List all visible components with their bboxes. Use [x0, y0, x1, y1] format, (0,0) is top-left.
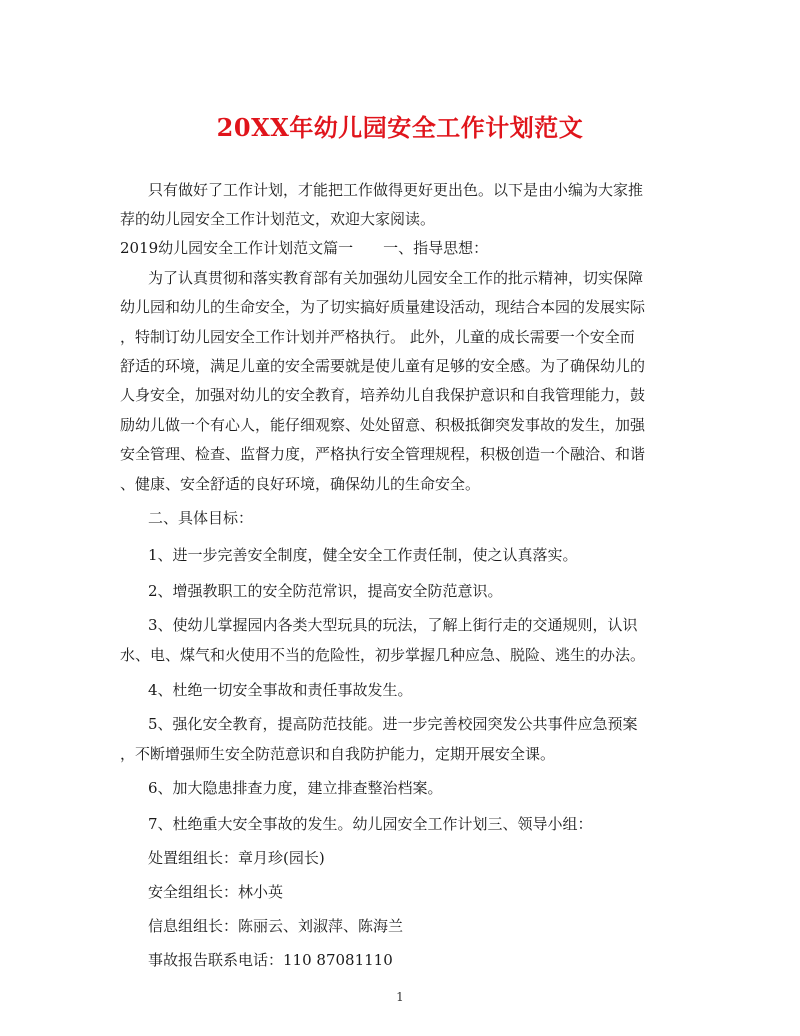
section-heading: 二、具体目标：: [148, 509, 254, 527]
paragraph-line: 舒适的环境，满足儿童的安全需要就是使儿童有足够的安全感。为了确保幼儿的: [120, 357, 646, 375]
list-item: 4、杜绝一切安全事故和责任事故发生。: [148, 681, 413, 699]
paragraph-line: 幼儿园和幼儿的生命安全，为了切实搞好质量建设活动，现结合本园的发展实际: [120, 298, 646, 316]
paragraph-line: 励幼儿做一个有心人，能仔细观察、处处留意、积极抵御突发事故的发生，加强: [120, 416, 646, 434]
document-title: 20XX年幼儿园安全工作计划范文: [216, 113, 584, 142]
paragraph-line: 只有做好了工作计划，才能把工作做得更好更出色。以下是由小编为大家推: [148, 181, 644, 199]
list-item: 1、进一步完善安全制度，健全安全工作责任制，使之认真落实。: [148, 546, 578, 564]
page-number: 1: [396, 990, 404, 1004]
list-item: 7、杜绝重大安全事故的发生。幼儿园安全工作计划三、领导小组：: [148, 815, 593, 833]
paragraph-line: 为了认真贯彻和落实教育部有关加强幼儿园安全工作的批示精神，切实保障: [148, 269, 644, 287]
paragraph-line: 人身安全，加强对幼儿的安全教育，培养幼儿自我保护意识和自我管理能力，鼓: [120, 386, 646, 404]
contact-line: 信息组组长：陈丽云、刘淑萍、陈海兰: [148, 917, 404, 935]
list-item: 3、使幼儿掌握园内各类大型玩具的玩法，了解上街行走的交通规则，认识: [148, 616, 638, 634]
contact-line: 处置组组长：章月珍(园长): [148, 849, 325, 867]
list-item-continued: ，不断增强师生安全防范意识和自我防护能力，定期开展安全课。: [120, 745, 556, 763]
list-item: 6、加大隐患排查力度，建立排查整治档案。: [148, 779, 443, 797]
contact-line: 安全组组长：林小英: [148, 883, 284, 901]
contact-line: 事故报告联系电话：110 87081110: [148, 951, 393, 969]
paragraph-line: 2019幼儿园安全工作计划范文篇一 一、指导思想：: [120, 239, 489, 257]
paragraph-line: ，特制订幼儿园安全工作计划并严格执行。 此外，儿童的成长需要一个安全而: [120, 328, 635, 346]
paragraph-line: 安全管理、检查、监督力度，严格执行安全管理规程，积极创造一个融洽、和谐: [120, 445, 646, 463]
paragraph-line: 荐的幼儿园安全工作计划范文，欢迎大家阅读。: [120, 210, 436, 228]
paragraph-line: 、健康、安全舒适的良好环境，确保幼儿的生命安全。: [120, 475, 481, 493]
list-item-continued: 水、电、煤气和火使用不当的危险性，初步掌握几种应急、脱险、逃生的办法。: [120, 646, 646, 664]
list-item: 5、强化安全教育，提高防范技能。进一步完善校园突发公共事件应急预案: [148, 715, 638, 733]
list-item: 2、增强教职工的安全防范常识，提高安全防范意识。: [148, 582, 503, 600]
